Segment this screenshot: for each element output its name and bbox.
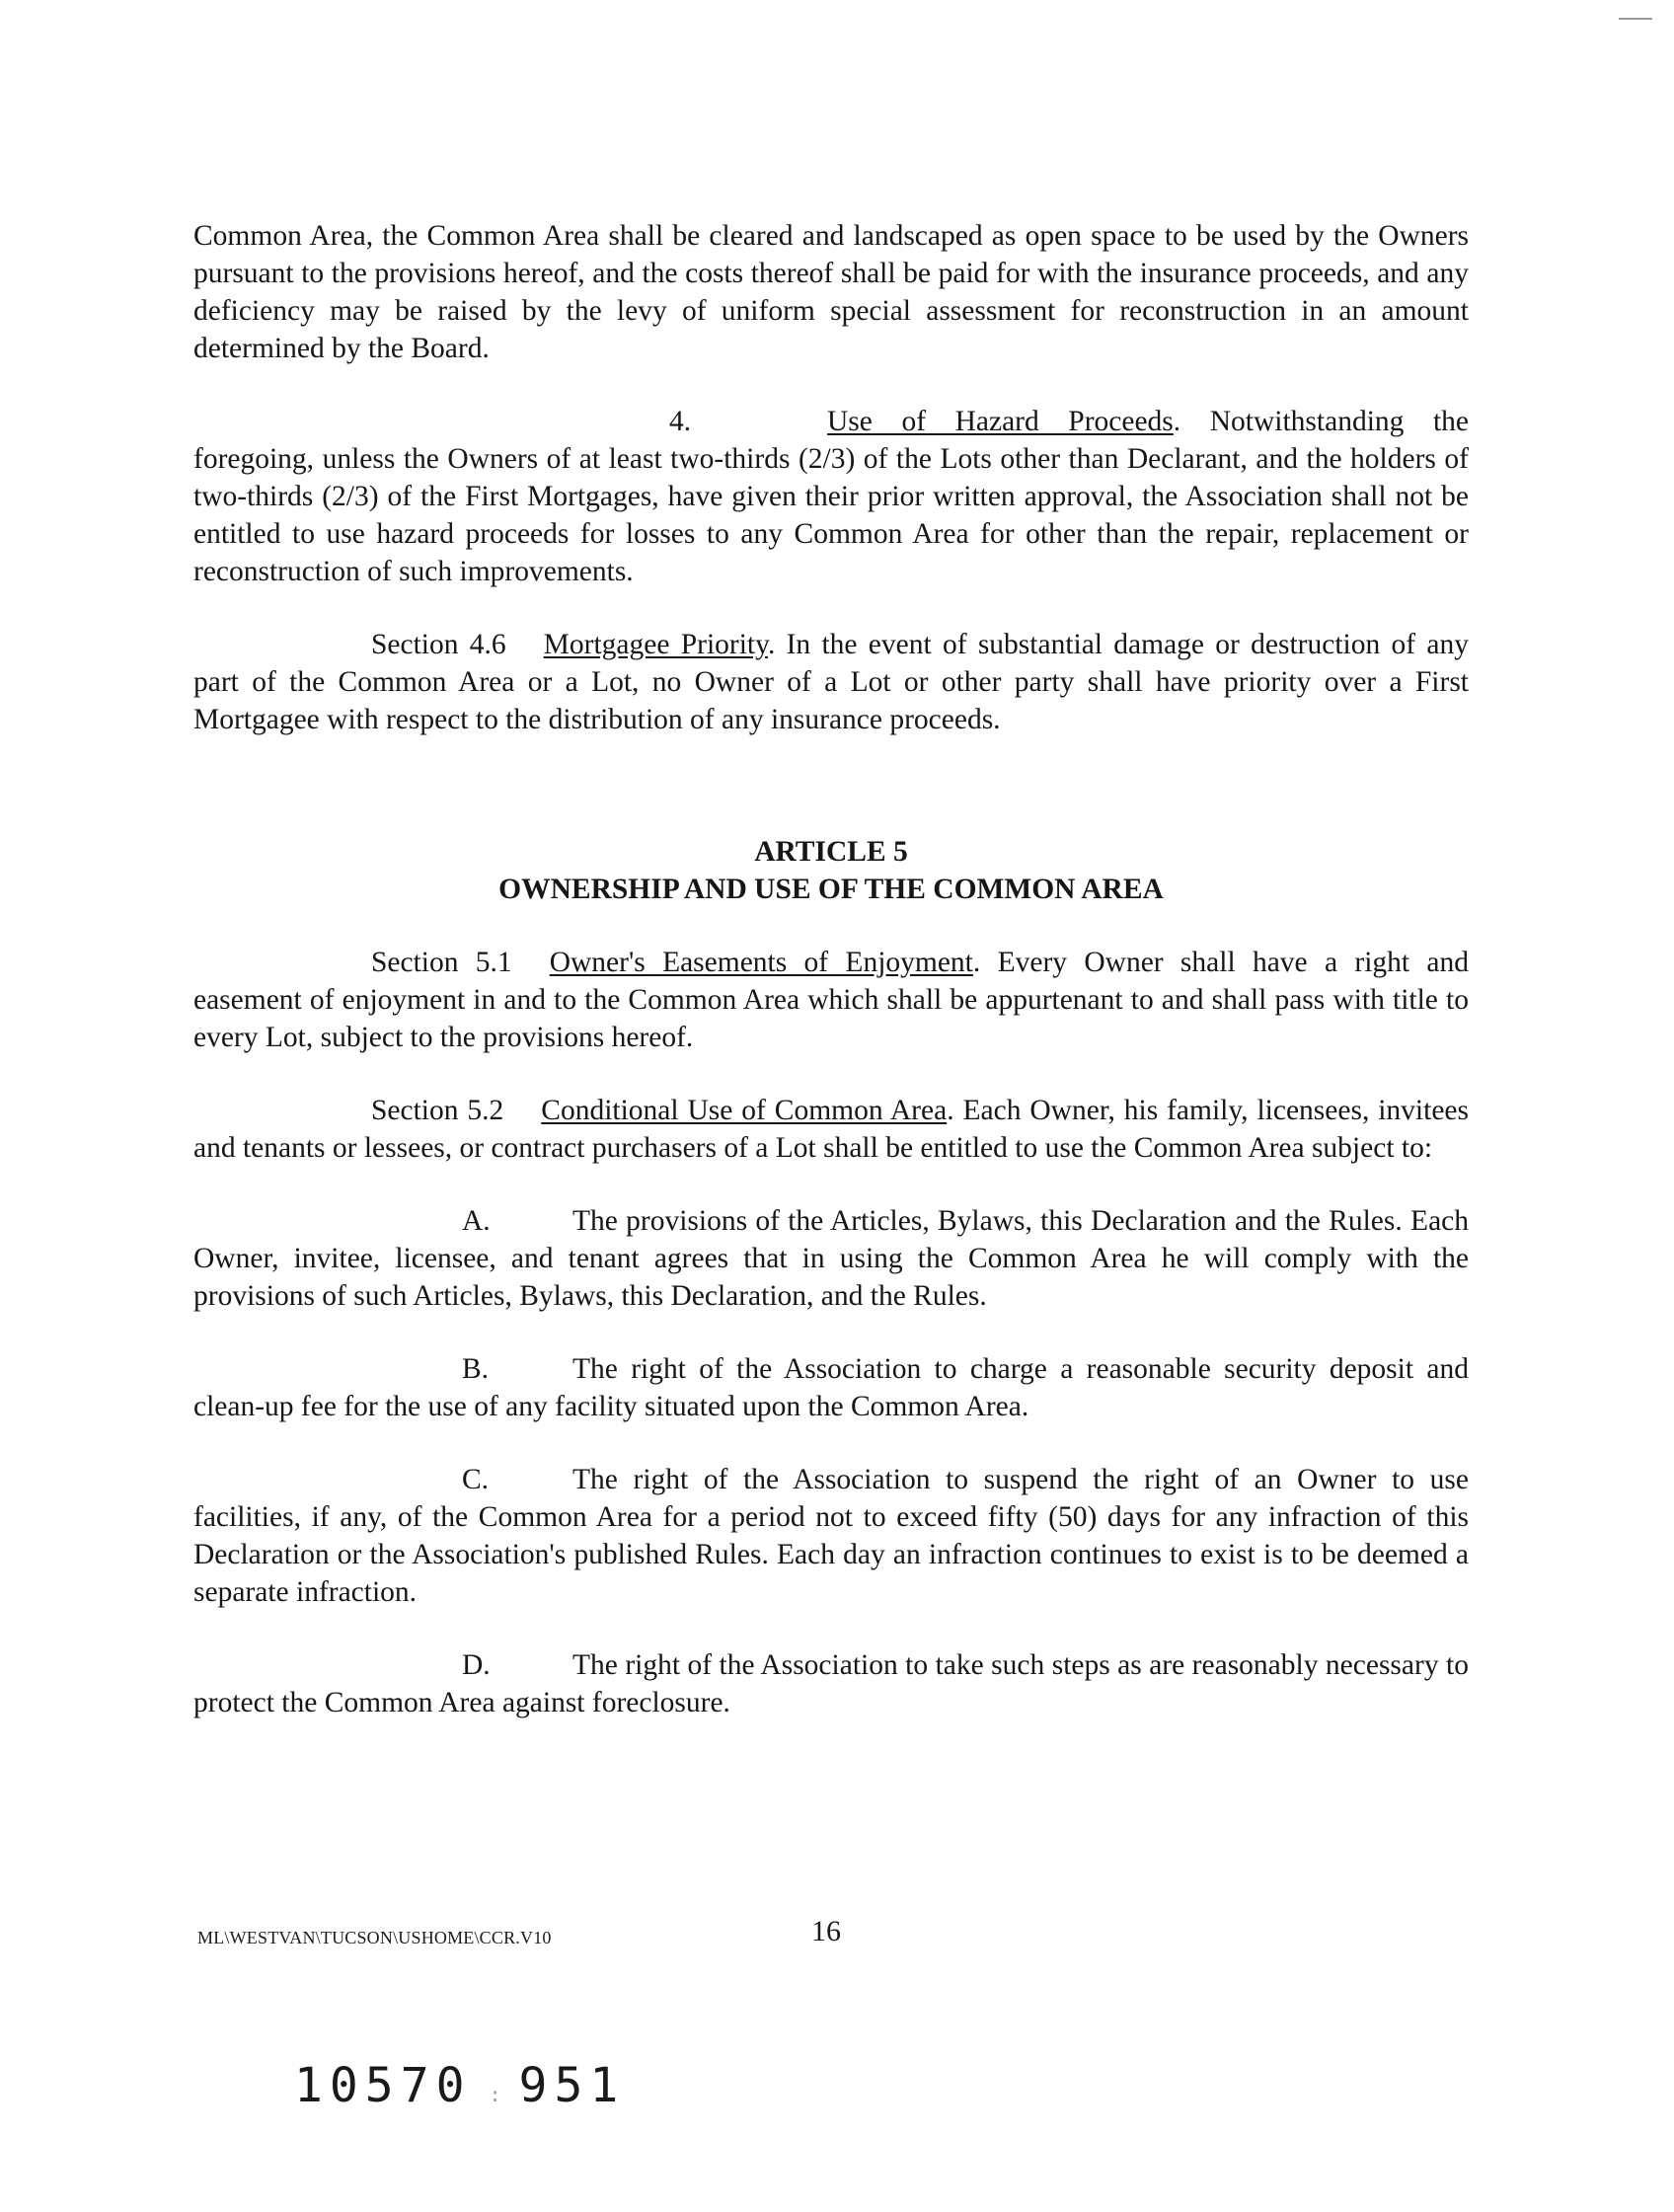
paragraph-section-5-2 bbox=[193, 1092, 1469, 1167]
list-item-b bbox=[193, 1350, 1469, 1425]
list-text-d: The right of the Association to take such steps as are reasonably necessary to protect the Common Area against foreclosure. bbox=[193, 1649, 1469, 1718]
subsection-text-hazard-proceeds: . Notwithstanding the foregoing, unless the Owners of at least two-thirds (2/3) of the Lots other than Declarant, and the holders of two-thirds (2/3) of the First Mortgages, have given their prior written approval, the Association shall not be entitled to use hazard proceeds for losses to any Common Area for other than the repair, replacement or reconstruction of such improvements. bbox=[193, 406, 1469, 587]
section-text-5-1: . Every Owner shall have a right and easement of enjoyment in and to the Common Area which shall be appurtenant to and shall pass with title to every Lot, subject to the provisions hereof. bbox=[193, 947, 1469, 1053]
paragraph-use-of-hazard-proceeds bbox=[193, 403, 1469, 590]
list-marker-b: B. bbox=[462, 1353, 490, 1385]
page-number: 16 bbox=[811, 1915, 841, 1947]
recording-separator: : bbox=[489, 2083, 501, 2106]
recording-docket: 10570 bbox=[294, 2058, 472, 2113]
list-text-a: The provisions of the Articles, Bylaws, this Declaration and the Rules. Each Owner, invitee, licensee, and tenant agrees that in using the Common Area he will comply with the provisions of such Articles, Bylaws, this Declaration, and the Rules. bbox=[193, 1205, 1469, 1312]
paragraph-section-5-1 bbox=[193, 944, 1469, 1056]
paragraph-section-4-6 bbox=[193, 626, 1469, 738]
list-text-c: The right of the Association to suspend the right of an Owner to use facilities, if any, of the Common Area for a period not to exceed fifty (50) days for any infraction of this Declaration or the Association's published Rules. Each day an infraction continues to exist is to be deemed a separate infraction. bbox=[193, 1464, 1469, 1608]
section-heading-conditional-use: Conditional Use of Common Area bbox=[541, 1095, 948, 1126]
section-label-5-2: Section 5.2 bbox=[371, 1095, 504, 1126]
section-text-5-2: . Each Owner, his family, licensees, invitees and tenants or lessees, or contract purchasers of a Lot shall be entitled to use the Common Area subject to: bbox=[193, 1095, 1469, 1164]
section-label-5-1: Section 5.1 bbox=[371, 947, 512, 978]
section-label-4-6: Section 4.6 bbox=[371, 629, 506, 660]
subsection-number: 4. bbox=[669, 406, 692, 437]
list-text-b: The right of the Association to charge a reasonable security deposit and clean-up fee for the use of any facility situated upon the Common Area. bbox=[193, 1353, 1469, 1422]
subsection-heading-hazard-proceeds: Use of Hazard Proceeds bbox=[827, 406, 1174, 437]
section-heading-mortgagee-priority: Mortgagee Priority bbox=[543, 629, 768, 660]
article-title: OWNERSHIP AND USE OF THE COMMON AREA bbox=[498, 874, 1164, 905]
recording-page: 951 bbox=[518, 2058, 626, 2113]
recording-stamp bbox=[294, 2058, 625, 2113]
list-marker-a: A. bbox=[462, 1205, 491, 1237]
section-text-4-6: . In the event of substantial damage or destruction of any part of the Common Area or a Lot, no Owner of a Lot or other party shall have priority over a First Mortgagee with respect to the distribution of any insurance proceeds. bbox=[193, 629, 1469, 735]
scan-corner-mark bbox=[1619, 18, 1652, 20]
list-item-c bbox=[193, 1461, 1469, 1611]
section-heading-easements: Owner's Easements of Enjoyment bbox=[549, 947, 973, 978]
list-marker-d: D. bbox=[462, 1649, 491, 1681]
list-marker-c: C. bbox=[462, 1464, 490, 1495]
list-item-a bbox=[193, 1202, 1469, 1315]
article-number: ARTICLE 5 bbox=[754, 836, 908, 868]
article-heading bbox=[193, 833, 1469, 908]
document-page bbox=[193, 217, 1469, 1721]
list-item-d bbox=[193, 1646, 1469, 1721]
paragraph-common-area-clearing: Common Area, the Common Area shall be cleared and landscaped as open space to be used by the Owners pursuant to the provisions hereof, and the costs thereof shall be paid for with the insurance proceeds, and any deficiency may be raised by the levy of uniform special assessment for reconstruction in an amount determined by the Board. bbox=[193, 220, 1469, 364]
footer-file-path: ML\WESTVAN\TUCSON\USHOME\CCR.V10 bbox=[197, 1928, 552, 1947]
